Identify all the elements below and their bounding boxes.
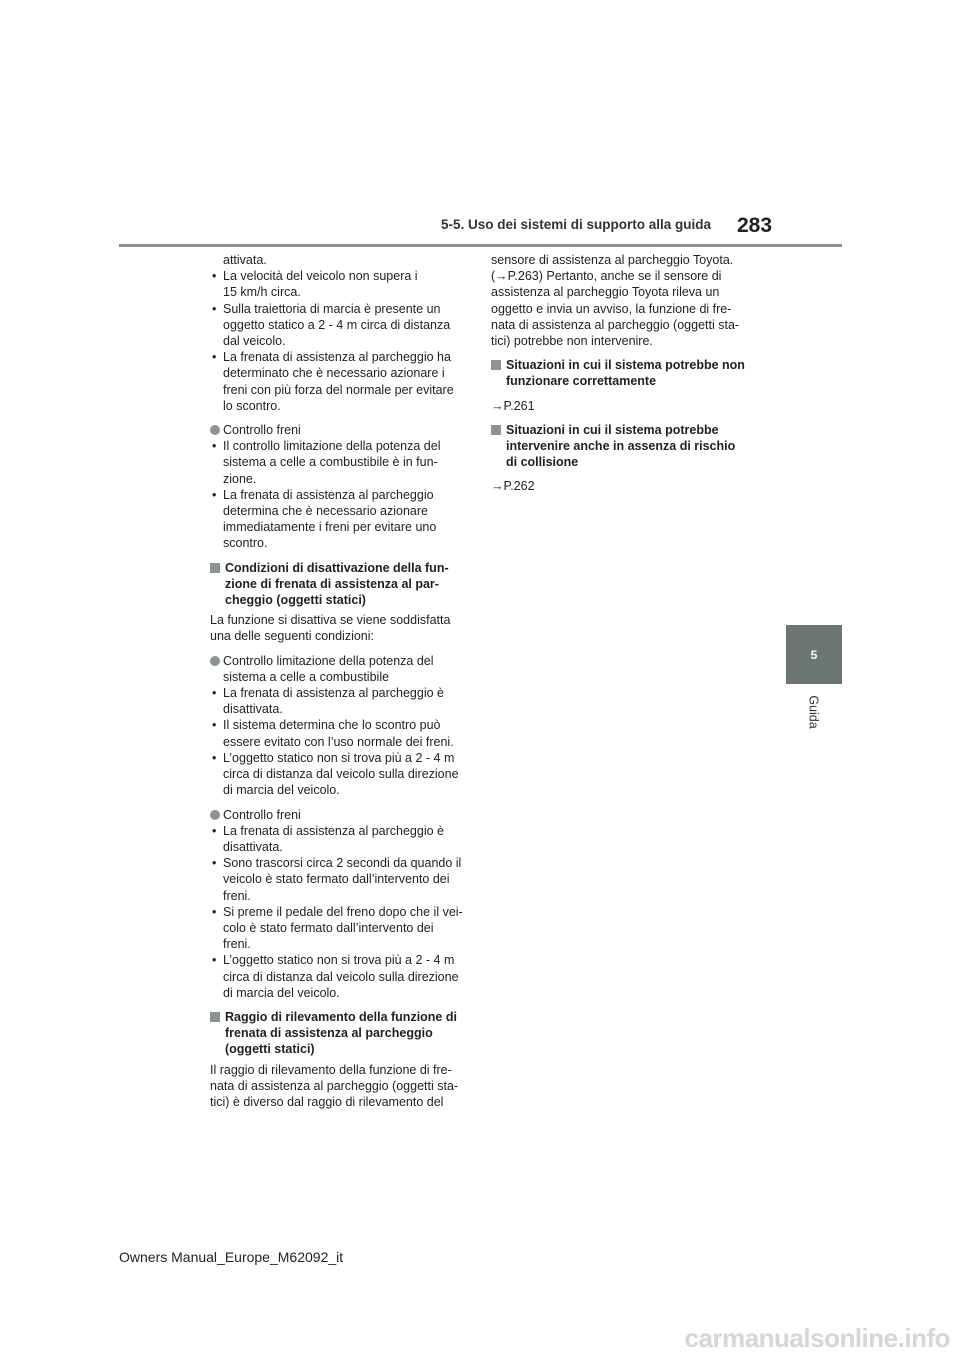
section-heading-line xyxy=(210,1025,474,1041)
chapter-label xyxy=(786,690,842,734)
bullet-item xyxy=(210,487,474,503)
bullet-text: Sono trascorsi circa 2 secondi da quando il xyxy=(223,856,462,871)
text-line: colo è stato fermato dall’intervento dei xyxy=(223,920,434,935)
circle-heading-text: Controllo limitazione della potenza del xyxy=(223,653,434,668)
page-number: 283 xyxy=(737,214,773,237)
bullet-item xyxy=(210,268,474,284)
watermark: carmanualsonline.info xyxy=(684,1323,950,1353)
section-heading-line xyxy=(210,592,474,608)
left-column xyxy=(210,252,474,1110)
bullet-item xyxy=(210,685,474,701)
section-heading-line xyxy=(210,1041,474,1057)
footer-text: Owners Manual_Europe_M62092_it xyxy=(119,1249,344,1265)
text-line: freni. xyxy=(223,888,251,903)
text-line: sistema a celle a combustibile xyxy=(223,669,390,684)
bullet-dot: • xyxy=(212,686,217,701)
header-rule xyxy=(119,244,842,247)
bullet-item xyxy=(210,952,474,968)
bullet-text: Si preme il pedale del freno dopo che il vei- xyxy=(223,904,463,919)
text-line: disattivata. xyxy=(223,702,283,717)
bullet-dot: • xyxy=(212,823,217,838)
bullet-text: L’oggetto statico non si trova più a 2 - 4 m xyxy=(223,750,455,765)
text-line: zione. xyxy=(223,471,257,486)
square-bullet-icon xyxy=(491,425,501,435)
bullet-dot: • xyxy=(212,718,217,733)
section-heading-text: Situazioni in cui il sistema potrebbe non xyxy=(506,358,745,373)
bullet-text: Sulla traiettoria di marcia è presente un xyxy=(223,301,441,316)
paragraph-line: sensore di assistenza al parcheggio Toyota. xyxy=(491,253,734,267)
chapter-number: 5 xyxy=(810,647,818,662)
circle-heading xyxy=(210,653,474,669)
text-line: dal veicolo. xyxy=(223,334,286,349)
paragraph-line: Il raggio di rilevamento della funzione di fre- xyxy=(210,1062,452,1077)
circle-heading-text: Controllo freni xyxy=(223,423,301,438)
section-heading-text: funzionare correttamente xyxy=(506,374,657,389)
page-reference-link[interactable]: →P.262 xyxy=(491,479,535,494)
section-heading-text: Condizioni di disattivazione della fun- xyxy=(225,560,449,575)
bullet-item xyxy=(210,855,474,871)
bullet-text: La frenata di assistenza al parcheggio xyxy=(223,487,434,502)
paragraph-line: nata di assistenza al parcheggio (oggetti sta- xyxy=(491,317,740,332)
bullet-item xyxy=(210,717,474,733)
section-heading-text: Situazioni in cui il sistema potrebbe xyxy=(506,422,719,437)
section-heading-line xyxy=(491,438,757,454)
text-line: freni. xyxy=(223,937,251,952)
bullet-text: La frenata di assistenza al parcheggio ha xyxy=(223,350,451,365)
bullet-text: Il sistema determina che lo scontro può xyxy=(223,718,441,733)
bullet-dot: • xyxy=(212,953,217,968)
section-heading-line xyxy=(210,576,474,592)
text-line: freni con più forza del normale per evitare xyxy=(223,382,454,397)
bullet-dot: • xyxy=(212,269,217,284)
section-heading xyxy=(210,560,474,576)
section-heading-text: zione di frenata di assistenza al par- xyxy=(225,576,439,591)
section-heading-line xyxy=(491,373,757,389)
bullet-dot: • xyxy=(212,904,217,919)
circle-heading xyxy=(210,807,474,823)
circle-bullet-icon xyxy=(210,656,220,666)
section-heading-text: (oggetti statici) xyxy=(225,1042,315,1057)
bullet-dot: • xyxy=(212,750,217,765)
paragraph-line: tici) potrebbe non intervenire. xyxy=(491,334,653,349)
paragraph-line: La funzione si disattiva se viene soddisfatta xyxy=(210,613,451,628)
text-line: 15 km/h circa. xyxy=(223,285,301,300)
text-line: determinato che è necessario azionare i xyxy=(223,366,445,381)
paragraph-line: oggetto e invia un avviso, la funzione di fre- xyxy=(491,301,732,316)
circle-heading xyxy=(210,422,474,438)
bullet-item xyxy=(210,301,474,317)
bullet-item xyxy=(210,349,474,365)
bullet-item xyxy=(210,904,474,920)
square-bullet-icon xyxy=(210,1012,220,1022)
section-heading xyxy=(491,357,757,373)
section-heading-text: di collisione xyxy=(506,455,579,470)
section-heading-line xyxy=(491,454,757,470)
bullet-dot: • xyxy=(212,439,217,454)
paragraph-line: tici) è diverso dal raggio di rilevamento del xyxy=(210,1094,444,1109)
text-line: essere evitato con l’uso normale dei freni. xyxy=(223,734,454,749)
header-section-title: 5-5. Uso dei sistemi di supporto alla guida xyxy=(441,217,712,232)
bullet-item xyxy=(210,823,474,839)
circle-bullet-icon xyxy=(210,810,220,820)
text-line: attivata. xyxy=(223,253,267,267)
bullet-text: La frenata di assistenza al parcheggio è xyxy=(223,686,444,701)
paragraph-line: (→P.263) Pertanto, anche se il sensore di xyxy=(491,269,722,284)
section-heading xyxy=(210,1009,474,1025)
bullet-text: Il controllo limitazione della potenza del xyxy=(223,439,441,454)
paragraph-line: nata di assistenza al parcheggio (oggetti sta- xyxy=(210,1078,459,1093)
paragraph-line: assistenza al parcheggio Toyota rileva un xyxy=(491,285,720,300)
chapter-label-text: Guida xyxy=(806,695,821,729)
text-line: determina che è necessario azionare xyxy=(223,504,428,519)
text-line: scontro. xyxy=(223,536,268,551)
text-line: veicolo è stato fermato dall’intervento dei xyxy=(223,872,450,887)
bullet-text: La velocità del veicolo non supera i xyxy=(223,269,418,284)
bullet-dot: • xyxy=(212,487,217,502)
bullet-dot: • xyxy=(212,350,217,365)
section-heading-text: intervenire anche in assenza di rischio xyxy=(506,439,736,454)
text-line: circa di distanza dal veicolo sulla direzione xyxy=(223,767,459,782)
text-line: di marcia del veicolo. xyxy=(223,985,340,1000)
bullet-dot: • xyxy=(212,301,217,316)
bullet-dot: • xyxy=(212,856,217,871)
section-heading-text: Raggio di rilevamento della funzione di xyxy=(225,1009,457,1024)
bullet-text: L’oggetto statico non si trova più a 2 - 4 m xyxy=(223,953,455,968)
section-heading xyxy=(491,422,757,438)
text-line: immediatamente i freni per evitare uno xyxy=(223,520,437,535)
paragraph-line: una delle seguenti condizioni: xyxy=(210,629,375,644)
section-heading-text: frenata di assistenza al parcheggio xyxy=(225,1026,433,1041)
circle-bullet-icon xyxy=(210,425,220,435)
bullet-item xyxy=(210,750,474,766)
text-line: circa di distanza dal veicolo sulla direzione xyxy=(223,969,459,984)
text-line: di marcia del veicolo. xyxy=(223,783,340,798)
text-line: lo scontro. xyxy=(223,398,281,413)
bullet-text: La frenata di assistenza al parcheggio è xyxy=(223,823,444,838)
section-heading-text: cheggio (oggetti statici) xyxy=(225,593,366,608)
square-bullet-icon xyxy=(210,563,220,573)
right-column xyxy=(491,252,757,495)
page-reference-link[interactable]: →P.261 xyxy=(491,398,535,413)
bullet-item xyxy=(210,438,474,454)
text-line: sistema a celle a combustibile è in fun- xyxy=(223,455,438,470)
square-bullet-icon xyxy=(491,360,501,370)
text-line: oggetto statico a 2 - 4 m circa di distanza xyxy=(223,317,451,332)
text-line: disattivata. xyxy=(223,839,283,854)
circle-heading-text: Controllo freni xyxy=(223,807,301,822)
chapter-tab xyxy=(786,625,842,684)
